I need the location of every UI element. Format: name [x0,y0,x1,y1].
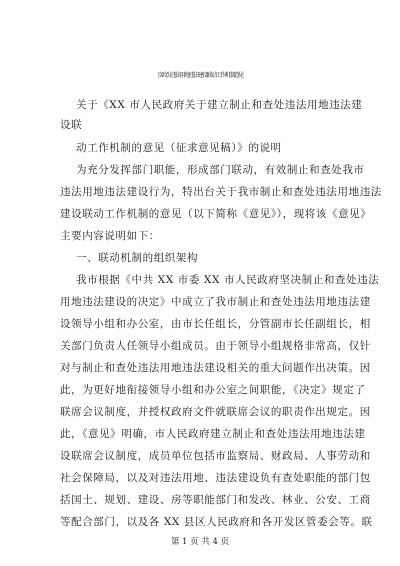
text-line: 社会保障局，以及对违法用地、违法建设负有查处职能的部门包 [60,472,371,484]
text-line: 设领导小组和办公室，由市长任组长，分管副市长任副组长，相 [60,318,371,330]
text-line: 关于《XX 市人民政府关于建立制止和查处违法用地违法建 [76,99,363,111]
text-line: 此，为更好地衔接领导小组和办公室之间职能，《决定》规定了 [60,384,366,396]
text-line: 主要内容说明如下： [60,230,160,242]
text-line: 动工作机制的意见（征求意见稿）》的说明 [76,142,282,154]
page-footer: 第 1 页 共 4 页 [170,537,230,547]
text-line: 此，《意见》明确，市人民政府建立制止和查处违法用地违法建 [60,428,366,440]
text-line: 我市根据《中共 XX 市委 XX 市人民政府坚决制止和查处违法 [76,274,380,286]
text-line: 为充分发挥部门职能，形成部门联动，有效制止和查处我市 [76,164,365,176]
text-line: 联席会议制度，并授权政府文件就联席会议的职责作出规定。因 [60,406,371,418]
text-line: 建设联动工作机制的意见（以下简称《意见》），现将该《意见》 [60,208,372,220]
text-line: 用地违法建设的决定》中成立了我市制止和查处违法用地违法建 [60,296,371,308]
document-title: 京政发违法用地违法建设联动工作机制意见 [157,72,243,79]
section-heading: 一、联动机制的组织架构 [76,252,199,264]
text-line: 设联席会议制度，成员单位包括市监察局、财政局、人事劳动和 [60,450,371,462]
text-line: 违法用地违法建设行为，特出台关于我市制止和查处违法用地违法 [60,186,382,198]
text-line: 括国土、规划、建设、房等职能部门和发改、林业、公安、工商 [60,494,371,506]
text-line: 关部门负责人任领导小组成员。由于领导小组规格非常高，仅针 [60,340,371,352]
text-line: 对与制止和查处违法用地违法建设相关的重大问题作出决策。因 [60,362,371,374]
text-line: 等配合部门，以及各 XX 县区人民政府和各开发区管委会等。联 [60,516,373,528]
text-line: 设联 [60,119,83,131]
